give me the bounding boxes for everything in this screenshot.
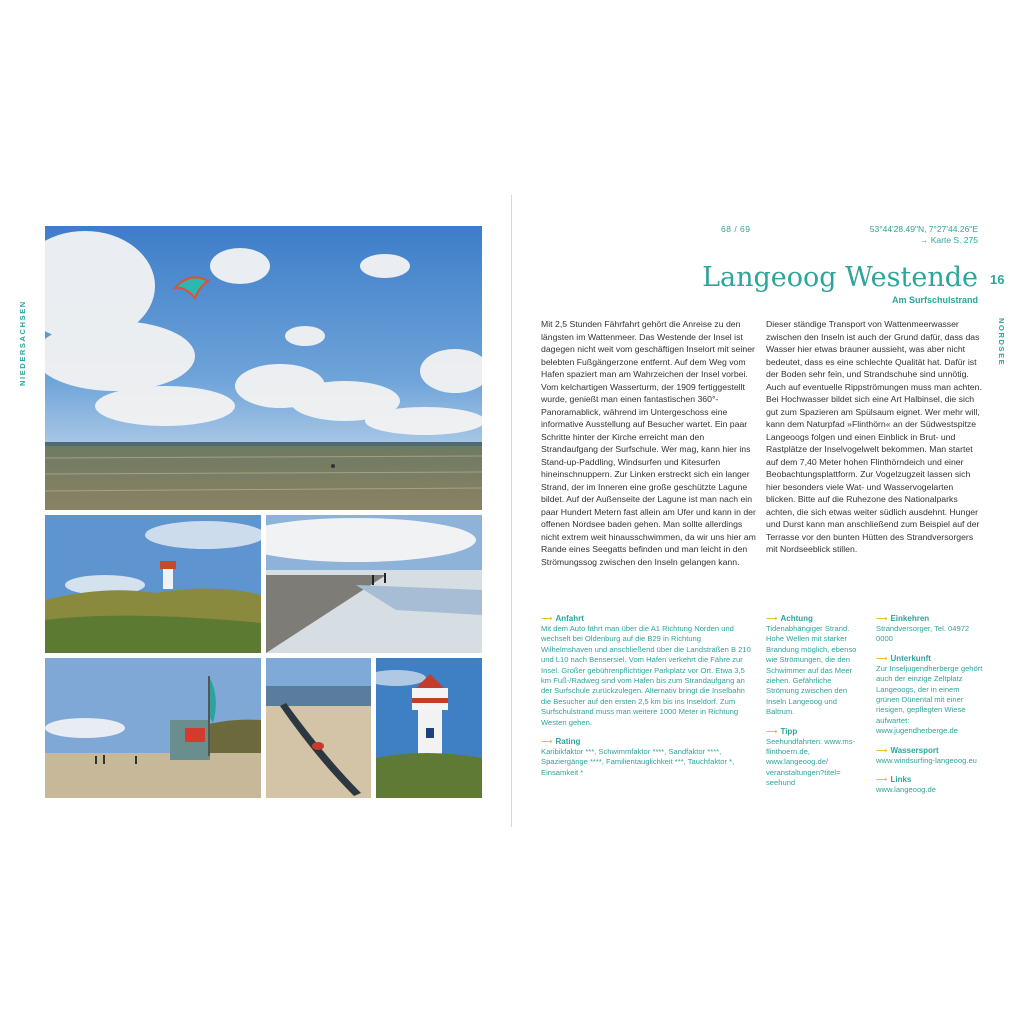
- entry-number-badge: 16: [990, 272, 1005, 287]
- rating-heading: ⟶ Rating: [541, 737, 581, 747]
- rating-text: Karibikfaktor ***, Schwimmfaktor ****, Sandfaktor ****, Spaziergänge ****, Familientauglichkeit ***, Tauchfaktor *, Einsamkeit *: [541, 747, 735, 777]
- page-gutter: [511, 195, 512, 827]
- photo-water-tower-dunes: [45, 515, 261, 653]
- info-column-1: [541, 613, 753, 786]
- achtung-text: Tidenabhängiger Strand. Hohe Wellen mit starker Brandung möglich, ebenso wie Strömungen, die den Schwimmer auf das Meer ziehen. Gefährliche Strömung zwischen den Inseln Langeoog und Baltrum.: [766, 624, 857, 717]
- coordinates-text: 53°44'28.49"N, 7°27'44.26"E: [869, 224, 978, 234]
- photo-water-tower: [376, 658, 482, 798]
- arrow-icon: ⟶: [876, 745, 888, 755]
- arrow-icon: ⟶: [541, 614, 553, 623]
- unterkunft-text: Zur Inseljugendherberge gehört auch der einzige Zeltplatz Langeoogs, der in einem grünen Dünental mit einer riesigen, gepflegten Wiese aufwartet: www.jugendherberge.de: [876, 663, 983, 736]
- anfahrt-heading: ⟶ Anfahrt: [541, 614, 584, 623]
- page-numbers: 68 / 69: [721, 224, 751, 234]
- gps-coordinates: [870, 224, 978, 246]
- tipp-heading: ⟶ Tipp: [766, 726, 798, 736]
- wassersport-text: www.windsurfing-langeoog.eu: [876, 755, 977, 765]
- einkehren-text: Strandversorger, Tel. 04972 0000: [876, 624, 970, 644]
- arrow-icon: ⟶: [876, 614, 888, 623]
- tipp-text: Seehundfahrten: www.ms-flinthoern.de, www.langeoog.de/ veranstaltungen?titel= seehund: [766, 736, 856, 788]
- einkehren-heading: ⟶ Einkehren: [876, 614, 930, 623]
- info-column-2: [766, 613, 862, 797]
- page-title: Langeoog Westende: [702, 262, 978, 293]
- links-heading: ⟶ Links: [876, 775, 912, 785]
- unterkunft-heading: ⟶ Unterkunft: [876, 653, 931, 663]
- region-label: NIEDERSACHSEN: [18, 300, 27, 386]
- arrow-icon: ⟶: [766, 614, 778, 623]
- wassersport-heading: ⟶ Wassersport: [876, 745, 939, 755]
- area-label: NORDSEE: [997, 318, 1006, 367]
- body-text-column-1: Mit 2,5 Stunden Fährfahrt gehört die Anreise zu den längsten im Wattenmeer. Das Westende der Insel ist dagegen nicht weit vom geschäftigen Inselort mit seiner belebten Fußgängerzone entfernt. Auf dem Weg vom Hafen spaziert man am Wahrzeichen der Insel vorbei. Vom kelchartigen Wasserturm, der 1909 fertiggestellt wurde, genießt man einen fantastischen 360°-Panoramablick, während im Untergeschoss eine informative Ausstellung auf Besucher wartet. Ein paar Schritte hinter der Kirche erreicht man den Strandaufgang der Surfschule. Wer mag, kann hier ins Stand-up-Paddling, Windsurfen und Kitesurfen hineinschnuppern. Zur Linken erstreckt sich ein langer Strand, der im Inneren eine große geschützte Lagune bildet. Auf der Außenseite der Lagune ist man nach ein paar Hundert Metern fast allein am Ufer und kann in der offenen Nordsee baden gehen. Man sollte allerdings nicht extrem weit hinausschwimmen, da wir uns hier am Rande eines Seegatts befinden und man leicht in den Strömungssog zwischen den Inseln gelangen kann.: [541, 319, 756, 567]
- photo-beach-walkers: [266, 515, 482, 653]
- photo-kitesurfer-beach: [45, 226, 482, 510]
- info-column-3: [876, 613, 984, 803]
- map-reference: → Karte S. 275: [919, 235, 978, 245]
- anfahrt-text: Mit dem Auto fährt man über die A1 Richtung Norden und wechselt bei Oldenburg auf die B29 in Richtung Wilhelmshaven und anschließend über die Landstraßen B 210 und L10 nach Bensersiel. Vom Hafen verkehrt die Fähre zur Insel. Großer gebührenpflichtiger Parkplatz vor Ort. Etwa 3,5 km Fuß-/Radweg sind vom Hafen bis zum Strandaufgang an der Surfschule zurückzulegen. Alternativ bringt die Inselbahn die Besucher auf den ersten 2,5 km bis ins Inseldorf. Zum Surfschulstrand muss man weitere 1000 Meter in Richtung Westen gehen.: [541, 624, 751, 727]
- page-subtitle: Am Surfschulstrand: [891, 295, 978, 305]
- arrow-icon: ⟶: [876, 653, 888, 663]
- arrow-icon: ⟶: [766, 726, 778, 736]
- links-text: www.langeoog.de: [876, 785, 936, 795]
- arrow-icon: ⟶: [876, 775, 888, 785]
- photo-kayak-beach: [266, 658, 371, 798]
- arrow-icon: ⟶: [541, 737, 553, 747]
- photo-surf-school-beach: [45, 658, 261, 798]
- body-text-column-2: Dieser ständige Transport von Wattenmeerwasser zwischen den Inseln ist auch der Grund dafür, dass das Wasser hier etwas brauner aussieht, was aber nicht bedeutet, dass es eine schlechte Qualität hat. Dafür ist der Boden sehr fein, und Strandschuhe sind unnötig. Auch auf eventuelle Rippströmungen muss man achten. Bei Hochwasser bildet sich eine Art Halbinsel, die sich gut zum Spazieren am Spülsaum eignet. Wer mehr will, kann dem Naturpfad »Flinthörn« an der Südwestspitze Langeoogs folgen und einen Einblick in Brut- und Rastplätze der Inselvogelwelt bekommen. Man startet auf dem 7,40 Meter hohen Flinthörndeich und einer Beobachtungsplattform. Zur Vogelzugzeit lassen sich hier besonders viele Wat- und Wasservogelarten blicken. Bitte auf die Ruhezone des Nationalparks achten, die sich etwas weiter südlich ausdehnt. Hunger und Durst kann man anschließend zum Beispiel auf der Terrasse vor den bunten Hütten des Strandversorgers mit Nordseeblick stillen.: [766, 319, 982, 554]
- achtung-heading: ⟶ Achtung: [766, 614, 813, 623]
